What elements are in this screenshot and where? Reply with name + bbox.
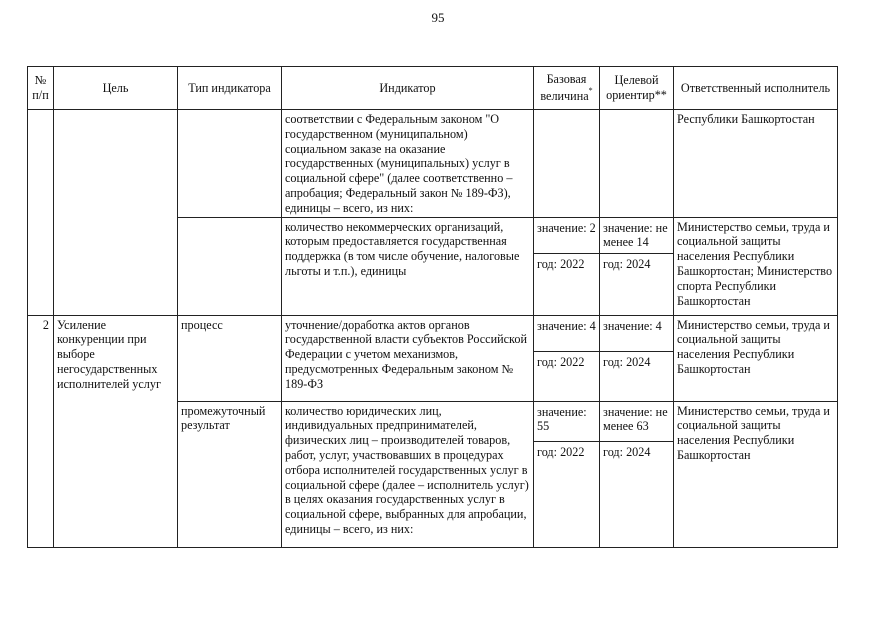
base-year: год: 2022 [534,253,599,274]
row-base [534,217,600,315]
row-goal: Усиление конкуренции при выборе негосударственных исполнителей услуг [54,315,178,547]
header-base-label: Базовая величина [540,71,589,104]
target-value: значение: не менее 63 [603,404,668,434]
row-goal [54,110,178,316]
row-target [600,315,674,401]
row-responsible: Министерство семьи, труда и социальной защиты населения Республики Башкортостан; Министерство спорта Республики Башкортостан [674,217,838,315]
row-base [534,315,600,401]
header-responsible: Ответственный исполнитель [674,67,838,110]
table-header-row [28,67,838,110]
row-base [534,401,600,547]
row-type: процесс [178,315,282,401]
base-value: значение: 4 [537,318,596,333]
table-row [28,110,838,218]
row-responsible: Республики Башкортостан [674,110,838,218]
page-number: 95 [431,10,445,25]
row-indicator: количество некоммерческих организаций, которым предоставляется государственная поддержка (в том числе обучение, налоговые льготы и т.п.), единицы [282,217,534,315]
base-value: значение: 55 [537,404,587,434]
header-num: № п/п [28,67,54,110]
header-type: Тип индикатора [178,67,282,110]
target-year: год: 2024 [600,351,673,372]
row-indicator: соответствии с Федеральным законом "О государственном (муниципальном) социальном заказе на оказание государственных (муниципальных) услуг в социальной сфере" (далее соответственно – апробация; Федеральный закон № 189-ФЗ), единицы – всего, из них: [282,110,534,218]
row-indicator: количество юридических лиц, индивидуальных предпринимателей, физических лиц – производителей товаров, работ, услуг, участвовавших в процедурах отбора исполнителей государственных услуг в социальной сфере (далее – исполнитель услуг) в целях оказания государственных услуг в социальной сфере, выбранных для апробации, единицы – всего, из них: [282,401,534,547]
row-target [600,217,674,315]
target-year: год: 2024 [600,441,673,462]
header-base [534,67,600,110]
row-target [600,401,674,547]
row-type [178,110,282,218]
row-num [28,110,54,316]
row-target [600,110,674,218]
row-num: 2 [28,315,54,547]
target-value: значение: не менее 14 [603,220,668,250]
row-base [534,110,600,218]
header-goal: Цель [54,67,178,110]
row-responsible: Министерство семьи, труда и социальной защиты населения Республики Башкортостан [674,401,838,547]
indicators-table [27,66,838,548]
row-type: промежуточный результат [178,401,282,547]
header-indicator: Индикатор [282,67,534,110]
base-year: год: 2022 [534,351,599,372]
header-target: Целевой ориентир** [600,67,674,110]
target-value: значение: 4 [603,318,662,333]
base-value: значение: 2 [537,220,596,235]
header-base-mark: * [588,86,593,96]
row-indicator: уточнение/доработка актов органов государственной власти субъектов Российской Федерации с учетом механизмов, предусмотренных Федеральным законом № 189-ФЗ [282,315,534,401]
table-row [28,315,838,401]
target-year: год: 2024 [600,253,673,274]
row-responsible: Министерство семьи, труда и социальной защиты населения Республики Башкортостан [674,315,838,401]
base-year: год: 2022 [534,441,599,462]
row-type [178,217,282,315]
